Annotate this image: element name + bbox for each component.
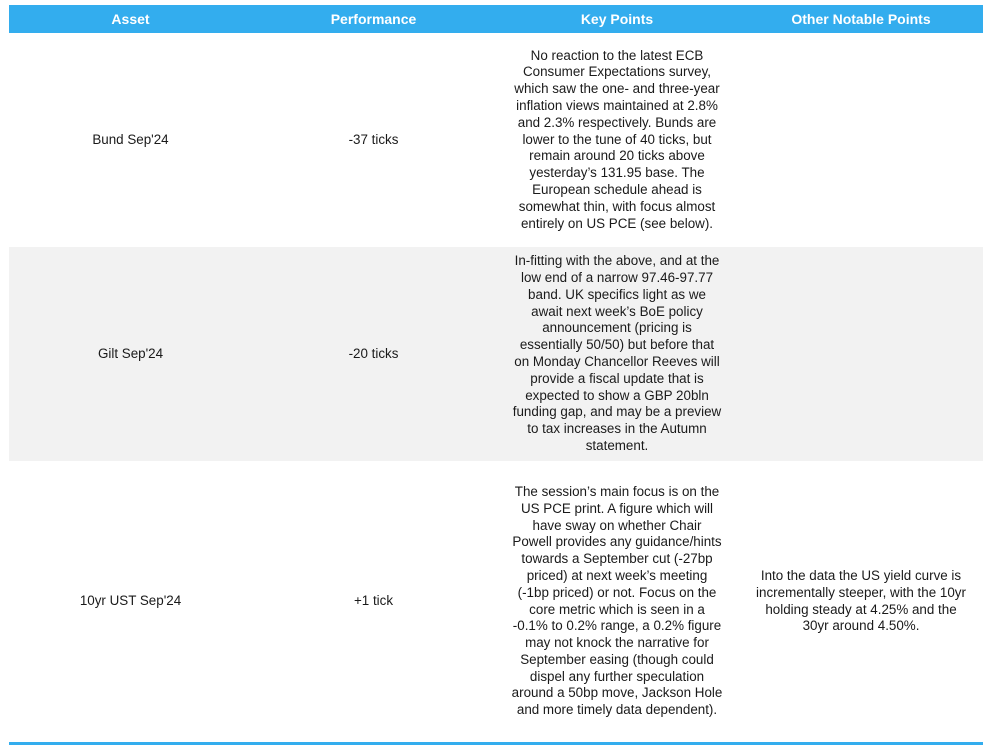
market-table bbox=[9, 5, 983, 742]
table-bottom-rule bbox=[9, 742, 983, 745]
other-notable-points-text: Into the data the US yield curve is incrementally steeper, with the 10yr holding steady at 4.25% and the 30yr around 4.50%. bbox=[756, 567, 966, 634]
table-row-gilt bbox=[9, 247, 983, 461]
cell-asset: 10yr UST Sep'24 bbox=[9, 461, 252, 742]
cell-asset: Gilt Sep'24 bbox=[9, 247, 252, 461]
cell-other-notable-points bbox=[739, 33, 983, 247]
table-header bbox=[9, 5, 983, 33]
key-points-text: No reaction to the latest ECB Consumer Expectations survey, which saw the one- and three-year inflation views maintained at 2.8% and 2.3% respectively. Bunds are lower to the tune of 40 ticks, but remain around 20 ticks above yesterday’s 131.95 base. The European schedule ahead is somewhat thin, with focus almost entirely on US PCE (see below). bbox=[514, 47, 720, 231]
key-points-text: The session’s main focus is on the US PCE print. A figure which will have sway on whether Chair Powell provides any guidance/hints towards a September cut (-27bp priced) at next week’s meeting (-1bp priced) or not. Focus on the core metric which is seen in a -0.1% to 0.2% range, a 0.2% figure may not knock the narrative for September easing (though could dispel any further speculation around a 50bp move, Jackson Hole and more timely data dependent). bbox=[511, 483, 723, 718]
cell-performance: +1 tick bbox=[252, 461, 495, 742]
cell-other-notable-points bbox=[739, 461, 983, 742]
cell-performance: -37 ticks bbox=[252, 33, 495, 247]
market-table-container bbox=[9, 5, 983, 745]
cell-asset: Bund Sep'24 bbox=[9, 33, 252, 247]
header-performance: Performance bbox=[252, 5, 495, 33]
table-row-bund bbox=[9, 33, 983, 247]
key-points-text: In-fitting with the above, and at the low end of a narrow 97.46-97.77 band. UK specifics light as we await next week’s BoE policy announcement (pricing is essentially 50/50) but before that on Monday Chancellor Reeves will provide a fiscal update that is expected to show a GBP 20bln funding gap, and may be a preview to tax increases in the Autumn statement. bbox=[512, 253, 722, 453]
header-other-notable-points: Other Notable Points bbox=[739, 5, 983, 33]
header-key-points: Key Points bbox=[495, 5, 739, 33]
header-asset: Asset bbox=[9, 5, 252, 33]
cell-key-points bbox=[495, 247, 739, 461]
table-body bbox=[9, 33, 983, 742]
cell-key-points bbox=[495, 33, 739, 247]
header-row bbox=[9, 5, 983, 33]
cell-performance: -20 ticks bbox=[252, 247, 495, 461]
table-row-ust bbox=[9, 461, 983, 742]
cell-other-notable-points bbox=[739, 247, 983, 461]
cell-key-points bbox=[495, 461, 739, 742]
